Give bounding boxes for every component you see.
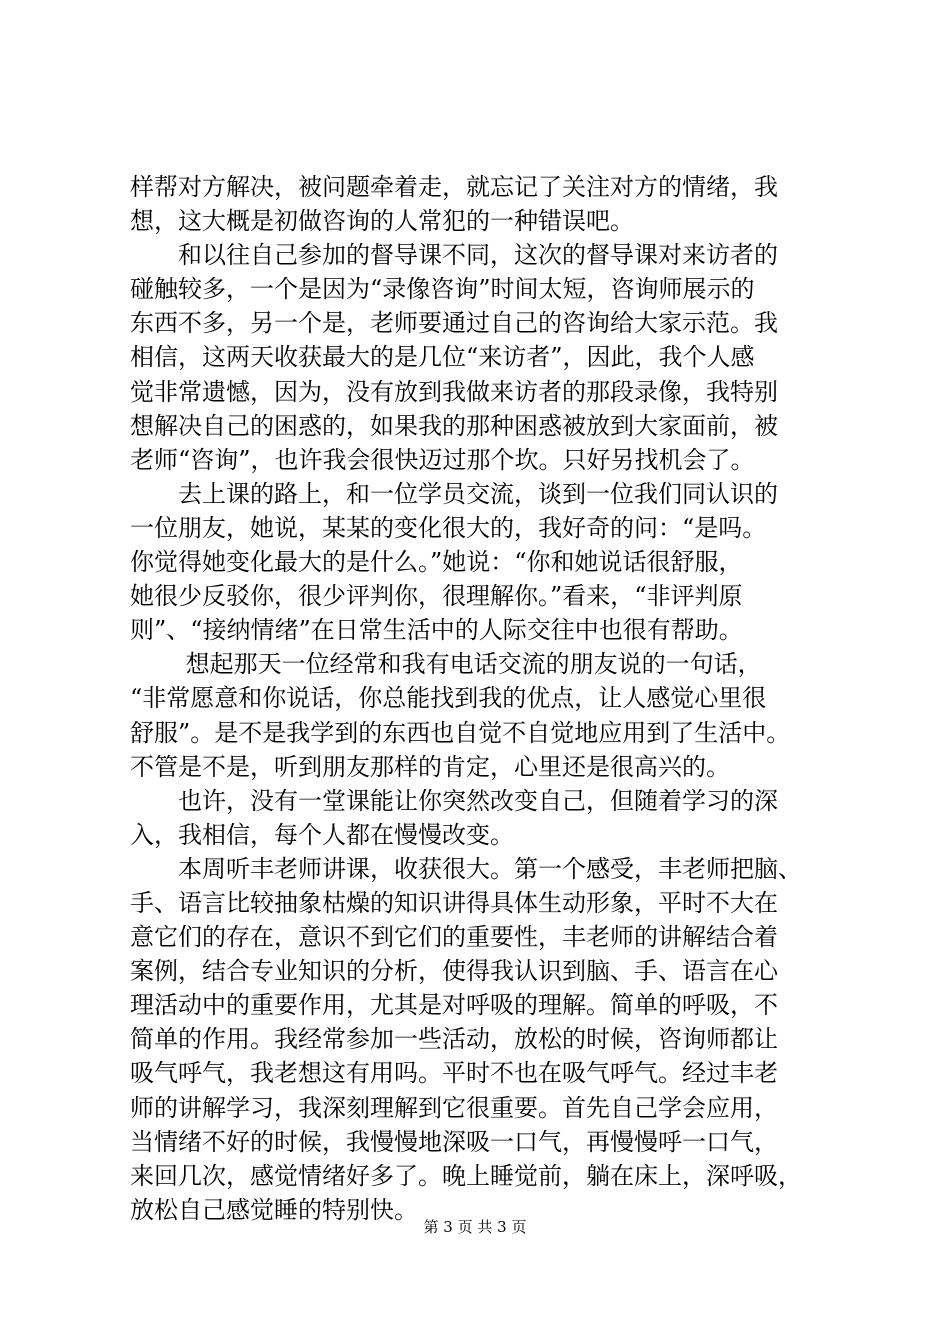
text-line: 和以往自己参加的督导课不同，这次的督导课对来访者的 [130, 241, 778, 270]
text-line: 想起那天一位经常和我有电话交流的朋友说的一句话， [130, 650, 762, 679]
text-line: 放松自己感觉睡的特别快。 [130, 1195, 418, 1224]
text-line: 理活动中的重要作用，尤其是对呼吸的理解。简单的呼吸，不 [130, 991, 778, 1020]
text-line: 觉非常遗憾，因为，没有放到我做来访者的那段录像，我特别 [130, 377, 778, 406]
text-line: 舒服”。是不是我学到的东西也自觉不自觉地应用到了生活中。 [130, 718, 791, 747]
text-line: 东西不多，另一个是，老师要通过自己的咨询给大家示范。我 [130, 309, 778, 338]
text-line: 她很少反驳你，很少评判你，很理解你。”看来，“非评判原 [130, 582, 743, 611]
text-line: 想，这大概是初做咨询的人常犯的一种错误吧。 [130, 207, 634, 236]
text-line: “非常愿意和你说话，你总能找到我的优点，让人感觉心里很 [130, 684, 767, 713]
text-line: 想解决自己的困惑的，如果我的那种困惑被放到大家面前，被 [130, 411, 778, 440]
text-line: 意它们的存在，意识不到它们的重要性，丰老师的讲解结合着 [130, 923, 778, 952]
text-line: 去上课的路上，和一位学员交流，谈到一位我们同认识的 [130, 479, 778, 508]
text-line: 碰触较多，一个是因为“录像咨询”时间太短，咨询师展示的 [130, 275, 755, 304]
page-number-label: 第 3 页 共 3 页 [423, 1218, 527, 1236]
text-line: 老师“咨询”，也许我会很快迈过那个坎。只好另找机会了。 [130, 445, 755, 474]
page-footer [0, 1217, 950, 1237]
text-line: 样帮对方解决，被问题牵着走，就忘记了关注对方的情绪，我 [130, 173, 778, 201]
text-line: 也许，没有一堂课能让你突然改变自己，但随着学习的深 [130, 786, 778, 815]
text-line: 手、语言比较抽象枯燥的知识讲得具体生动形象，平时不大在 [130, 888, 778, 917]
text-line: 你觉得她变化最大的是什么。”她说：“你和她说话很舒服， [130, 548, 743, 577]
text-line: 案例，结合专业知识的分析，使得我认识到脑、手、语言在心 [130, 957, 778, 986]
text-line: 来回几次，感觉情绪好多了。晚上睡觉前，躺在床上，深呼吸， [130, 1161, 802, 1190]
text-line: 简单的作用。我经常参加一些活动，放松的时候，咨询师都让 [130, 1025, 778, 1054]
text-line: 当情绪不好的时候，我慢慢地深吸一口气，再慢慢呼一口气， [130, 1127, 778, 1156]
text-line: 本周听丰老师讲课，收获很大。第一个感受，丰老师把脑、 [130, 854, 802, 883]
text-line: 不管是不是，听到朋友那样的肯定，心里还是很高兴的。 [130, 752, 730, 781]
text-line: 吸气呼气，我老想这有用吗。平时不也在吸气呼气。经过丰老 [130, 1059, 778, 1088]
document-body [130, 170, 830, 1227]
text-line: 一位朋友，她说，某某的变化很大的，我好奇的问：“是吗。 [130, 513, 767, 542]
text-line: 入，我相信，每个人都在慢慢改变。 [130, 820, 514, 849]
text-line: 相信，这两天收获最大的是几位“来访者”，因此，我个人感 [130, 343, 755, 372]
text-line: 则”、“接纳情绪”在日常生活中的人际交往中也很有帮助。 [130, 616, 743, 645]
text-line: 师的讲解学习，我深刻理解到它很重要。首先自己学会应用， [130, 1093, 778, 1122]
